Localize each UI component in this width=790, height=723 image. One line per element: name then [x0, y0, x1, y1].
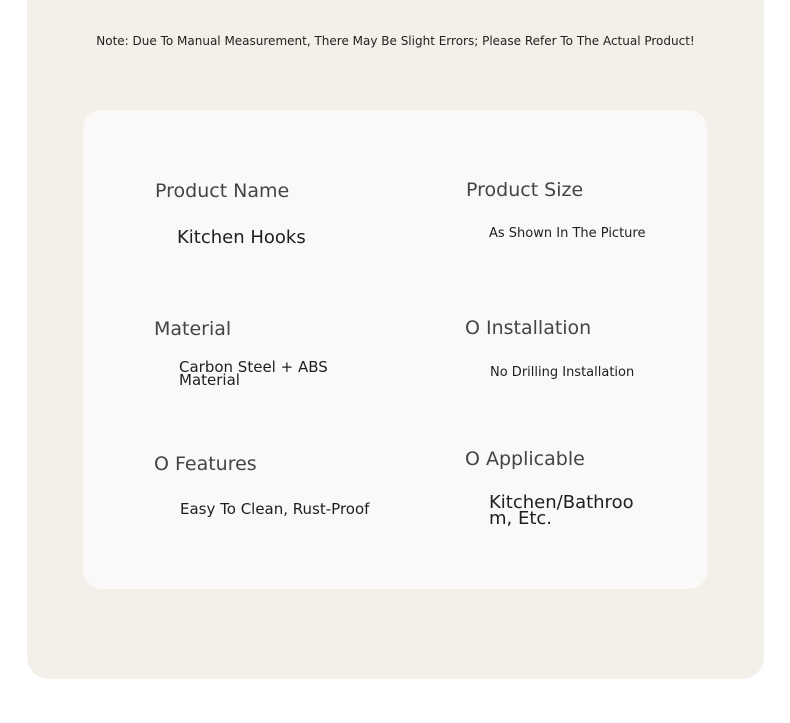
material-value-line2: Material	[179, 371, 240, 389]
features-label: O Features	[154, 453, 257, 475]
applicable-value-line1: Kitchen/Bathroo	[489, 492, 634, 513]
product-name-value: Kitchen Hooks	[177, 227, 306, 248]
features-value: Easy To Clean, Rust-Proof	[180, 500, 370, 518]
spec-card	[83, 110, 707, 589]
product-size-value: As Shown In The Picture	[489, 226, 646, 241]
measurement-note: Note: Due To Manual Measurement, There May Be Slight Errors; Please Refer To The Actual Product!	[96, 34, 695, 48]
installation-value: No Drilling Installation	[490, 365, 635, 380]
material-value-line1: Carbon Steel + ABS	[179, 358, 328, 376]
material-label: Material	[154, 318, 232, 340]
applicable-value-line2: m, Etc.	[489, 508, 553, 529]
installation-label: O Installation	[465, 317, 592, 339]
applicable-label: O Applicable	[465, 448, 585, 470]
product-name-label: Product Name	[155, 180, 290, 202]
product-size-label: Product Size	[466, 179, 584, 201]
